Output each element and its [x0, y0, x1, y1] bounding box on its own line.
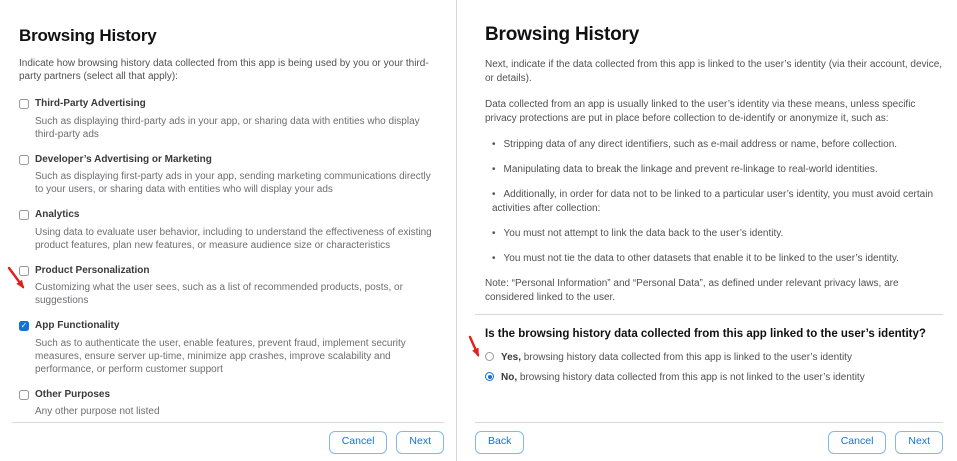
radio-yes[interactable] — [485, 352, 494, 361]
checkbox-label: Product Personalization — [35, 264, 150, 276]
purpose-item-developers-advertising — [19, 154, 442, 197]
purpose-item-analytics — [19, 209, 442, 252]
footer-button-group — [828, 431, 943, 454]
page-title: Browsing History — [19, 26, 157, 45]
purpose-description: Customizing what the user sees, such as a list of recommended products, posts, or suggestions — [35, 282, 403, 307]
bullet-list — [492, 138, 943, 266]
back-button[interactable]: Back — [475, 431, 524, 454]
checkbox-row[interactable] — [19, 98, 442, 111]
checkbox-third-party-advertising[interactable] — [19, 99, 29, 109]
radio-no[interactable] — [485, 372, 494, 381]
left-footer — [12, 422, 444, 454]
checkbox-row[interactable] — [19, 154, 442, 167]
bullet-item — [492, 188, 943, 216]
radio-label — [501, 371, 865, 384]
purpose-description: Using data to evaluate user behavior, including to understand the effectiveness of existing product features, plan new features, or measure audience size or characteristics — [35, 226, 432, 251]
radio-row-yes[interactable] — [485, 351, 943, 364]
checkbox-app-functionality[interactable] — [19, 321, 29, 331]
cancel-button[interactable]: Cancel — [329, 431, 388, 454]
bullet-text: Additionally, in order for data not to be linked to a particular user’s identity, you must avoid certain activities after collection: — [492, 189, 934, 214]
right-footer — [475, 422, 943, 454]
bullet-icon: • — [492, 139, 496, 150]
checkbox-product-personalization[interactable] — [19, 266, 29, 276]
bullet-icon: • — [492, 253, 496, 264]
section-divider — [475, 314, 943, 315]
question-heading: Is the browsing history data collected from this app linked to the user’s identity? — [485, 328, 926, 340]
checkbox-label: Developer’s Advertising or Marketing — [35, 153, 212, 165]
bullet-icon: • — [492, 164, 496, 175]
checkbox-label: Analytics — [35, 209, 80, 221]
radio-label-rest: browsing history data collected from this app is not linked to the user’s identity — [517, 372, 865, 383]
page-title: Browsing History — [485, 24, 640, 45]
checkbox-row[interactable] — [19, 320, 442, 333]
bullet-text: You must not attempt to link the data back to the user’s identity. — [503, 228, 784, 239]
purpose-description: Such as displaying first-party ads in your app, sending marketing communications directly to your users, or sharing data with entities who will display your ads — [35, 171, 431, 196]
next-button[interactable]: Next — [895, 431, 943, 454]
radio-row-no[interactable] — [485, 371, 943, 384]
checkbox-row[interactable] — [19, 265, 442, 278]
purpose-item-other-purposes — [19, 389, 442, 419]
purpose-description: Any other purpose not listed — [35, 406, 160, 418]
next-button[interactable]: Next — [396, 431, 444, 454]
bullet-text: Stripping data of any direct identifiers, such as e-mail address or name, before collection. — [503, 139, 898, 150]
bullet-item — [492, 252, 943, 266]
purpose-item-third-party-advertising — [19, 98, 442, 141]
step-description: Next, indicate if the data collected from this app is linked to the user’s identity (via their account, device, or details). — [485, 59, 943, 84]
identity-link-step-panel — [457, 0, 957, 461]
checkbox-row[interactable] — [19, 389, 442, 402]
purpose-description: Such as to authenticate the user, enable features, prevent fraud, implement security measures, ensure server up-time, minimize app crashes, improve scalability and performance, or perform customer support — [35, 337, 406, 375]
bullet-item — [492, 227, 943, 241]
note-paragraph: Note: “Personal Information” and “Personal Data”, as defined under relevant privacy laws, are considered linked to the user. — [485, 278, 899, 303]
checkbox-label: Other Purposes — [35, 388, 111, 400]
step-description: Indicate how browsing history data collected from this app is being used by you or your third-party partners (select all that apply): — [19, 58, 429, 83]
purpose-description: Such as displaying third-party ads in your app, or sharing data with entities who display third-party ads — [35, 115, 420, 140]
checkbox-analytics[interactable] — [19, 210, 29, 220]
purposes-step-panel — [0, 0, 457, 461]
checkbox-developers-advertising[interactable] — [19, 155, 29, 165]
bullet-text: Manipulating data to break the linkage and prevent re-linkage to real-world identities. — [503, 164, 878, 175]
bullet-icon: • — [492, 228, 496, 239]
radio-label-rest: browsing history data collected from this app is linked to the user’s identity — [521, 352, 852, 363]
cancel-button[interactable]: Cancel — [828, 431, 887, 454]
checkbox-row[interactable] — [19, 209, 442, 222]
explainer-paragraph: Data collected from an app is usually linked to the user’s identity via these means, unless specific privacy protections are put in place before collection to de-identify or anonymize it, such as: — [485, 99, 916, 124]
checkbox-other-purposes[interactable] — [19, 390, 29, 400]
radio-label-bold: Yes, — [501, 352, 522, 363]
bullet-item — [492, 163, 943, 177]
checkbox-label: Third-Party Advertising — [35, 98, 146, 110]
bullet-item — [492, 138, 943, 152]
checkbox-label: App Functionality — [35, 320, 120, 332]
purpose-item-product-personalization — [19, 265, 442, 308]
bullet-icon: • — [492, 189, 496, 200]
purpose-item-app-functionality — [19, 320, 442, 376]
radio-label-bold: No, — [501, 372, 518, 383]
bullet-text: You must not tie the data to other datasets that enable it to be linked to the user’s identity. — [503, 253, 899, 264]
radio-label — [501, 351, 852, 364]
